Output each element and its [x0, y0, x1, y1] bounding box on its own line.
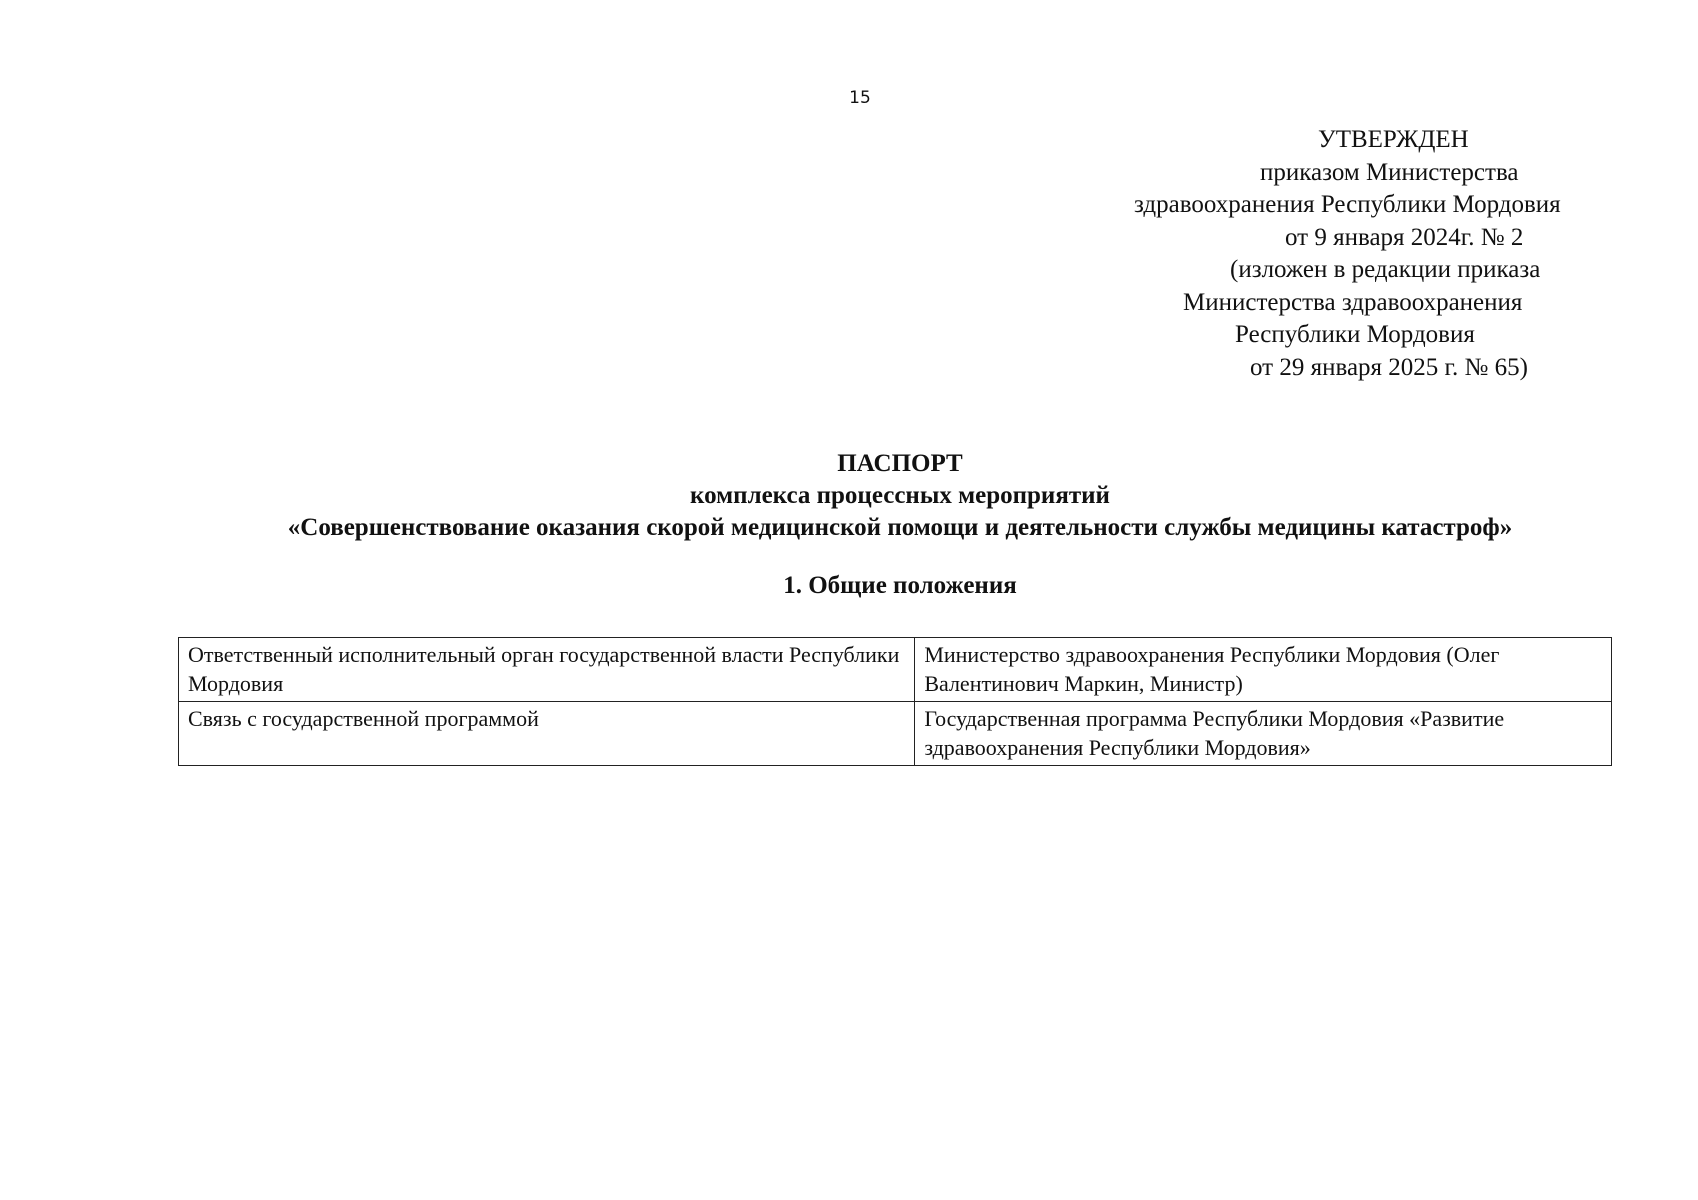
approval-line-revision-ministry: Министерства здравоохранения [1183, 288, 1523, 316]
section-heading: 1. Общие положения [783, 572, 1017, 599]
passport-title: ПАСПОРТ [837, 450, 963, 477]
page-number: 15 [849, 88, 871, 108]
approval-line-revision: (изложен в редакции приказа [1230, 256, 1541, 283]
general-provisions-table [178, 637, 1612, 766]
passport-subtitle: комплекса процессных мероприятий [690, 482, 1110, 509]
table-cell-value: Министерство здравоохранения Республики Мордовия (Олег Валентинович Маркин, Министр) [915, 638, 1612, 702]
approval-line-ministry: здравоохранения Республики Мордовия [1134, 191, 1561, 218]
table-cell-label: Ответственный исполнительный орган государственной власти Республики Мордовия [179, 638, 915, 702]
approval-line-approved: УТВЕРЖДЕН [1318, 126, 1469, 153]
approval-line-order: приказом Министерства [1260, 158, 1519, 186]
approval-line-date: от 9 января 2024г. № 2 [1285, 223, 1524, 251]
table-cell-value: Государственная программа Республики Мордовия «Развитие здравоохранения Республики Мордовия» [915, 702, 1612, 766]
passport-program-name: «Совершенствование оказания скорой медицинской помощи и деятельности службы медицины катастроф» [287, 514, 1513, 541]
table-cell-label: Связь с государственной программой [179, 702, 915, 766]
approval-line-revision-republic: Республики Мордовия [1235, 321, 1475, 348]
passport-title-block [0, 448, 1698, 544]
approval-line-revision-date: от 29 января 2025 г. № 65) [1250, 353, 1528, 381]
table-row [179, 702, 1612, 766]
approval-stamp-block [1100, 124, 1660, 384]
table-row [179, 638, 1612, 702]
